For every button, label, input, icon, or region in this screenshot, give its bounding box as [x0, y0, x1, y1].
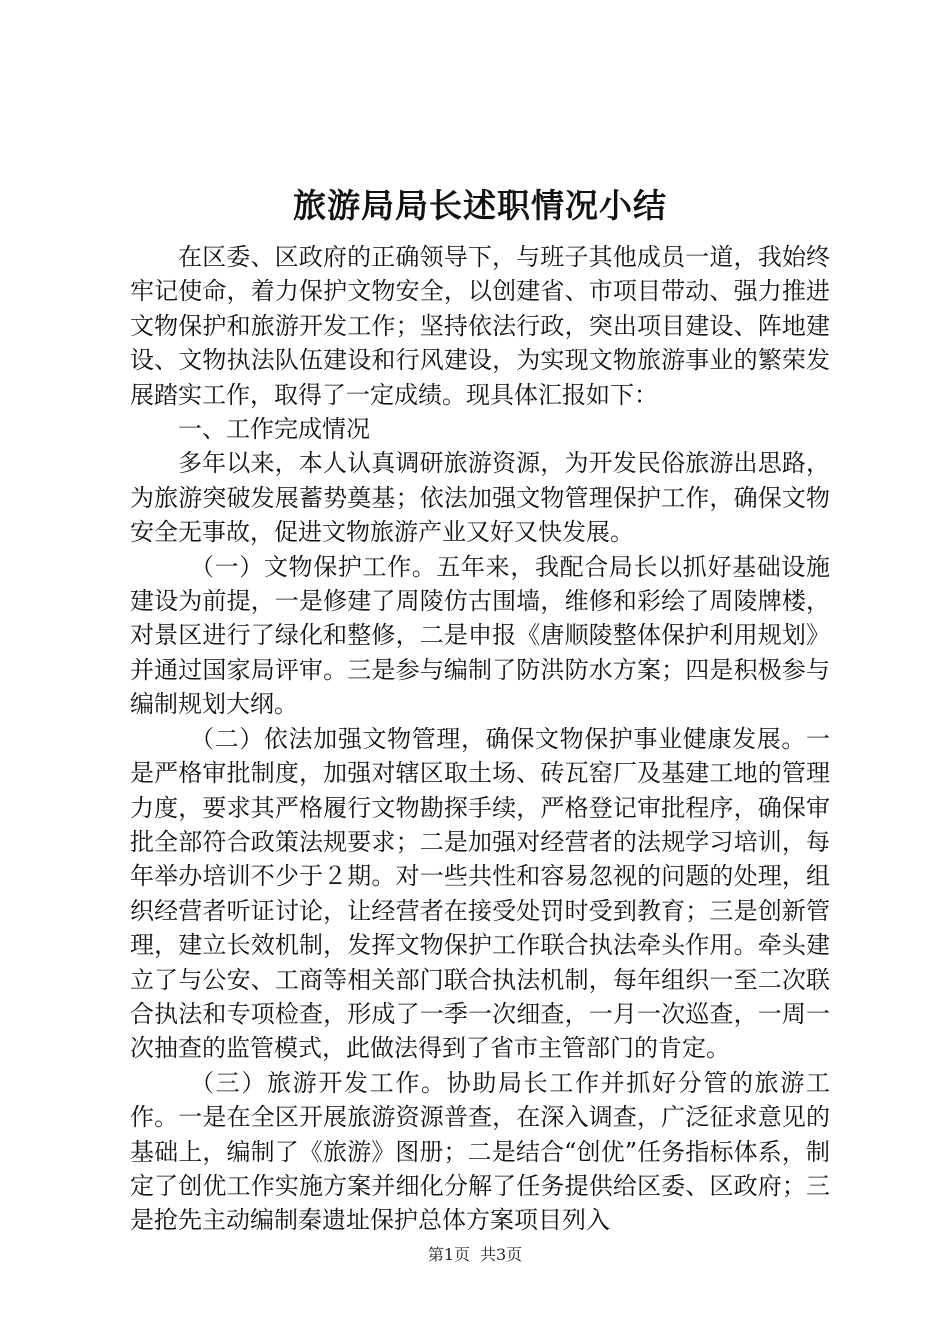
document-page — [130, 180, 830, 1238]
page-footer — [0, 1244, 950, 1266]
document-title: 旅游局局长述职情况小结 — [293, 186, 667, 225]
subsection-1-paragraph: （一）文物保护工作。五年来，我配合局长以抓好基础设施建设为前提，一是修建了周陵仿古围墙，维修和彩绘了周陵牌楼，对景区进行了绿化和整修，二是申报《唐顺陵整体保护利用规划》并通过国家局评审。三是参与编制了防洪防水方案；四是积极参与编制规划大纲。 — [130, 552, 830, 719]
intro-paragraph: 在区委、区政府的正确领导下，与班子其他成员一道，我始终牢记使命，着力保护文物安全，以创建省、市项目带动、强力推进文物保护和旅游开发工作；坚持依法行政，突出项目建设、阵地建设、文物执法队伍建设和行风建设，为实现文物旅游事业的繁荣发展踏实工作，取得了一定成绩。现具体汇报如下： — [130, 243, 830, 409]
overview-paragraph: 多年以来，本人认真调研旅游资源，为开发民俗旅游出思路，为旅游突破发展蓄势奠基；依法加强文物管理保护工作，确保文物安全无事故，促进文物旅游产业又好又快发展。 — [130, 449, 830, 547]
subsection-3-paragraph: （三）旅游开发工作。协助局长工作并抓好分管的旅游工作。一是在全区开展旅游资源普查，在深入调查，广泛征求意见的基础上，编制了《旅游》图册；二是结合“创优”任务指标体系，制定了创优工作实施方案并细化分解了任务提供给区委、区政府；三是抢先主动编制秦遗址保护总体方案项目列入 — [130, 1068, 830, 1235]
subsection-2-paragraph: （二）依法加强文物管理，确保文物保护事业健康发展。一是严格审批制度，加强对辖区取土场、砖瓦窑厂及基建工地的管理力度，要求其严格履行文物勘探手续，严格登记审批程序，确保审批全部符合政策法规要求；二是加强对经营者的法规学习培训，每年举办培训不少于２期。对一些共性和容易忽视的问题的处理，组织经营者听证讨论，让经营者在接受处罚时受到教育；三是创新管理，建立长效机制，发挥文物保护工作联合执法牵头作用。牵头建立了与公安、工商等相关部门联合执法机制，每年组织一至二次联合执法和专项检查，形成了一季一次细查，一月一次巡查，一周一次抽查的监管模式，此做法得到了省市主管部门的肯定。 — [130, 724, 830, 1063]
page-number: 第1页 — [427, 1245, 470, 1264]
page-total: 共3页 — [480, 1245, 523, 1264]
section-heading: 一、工作完成情况 — [178, 415, 370, 444]
